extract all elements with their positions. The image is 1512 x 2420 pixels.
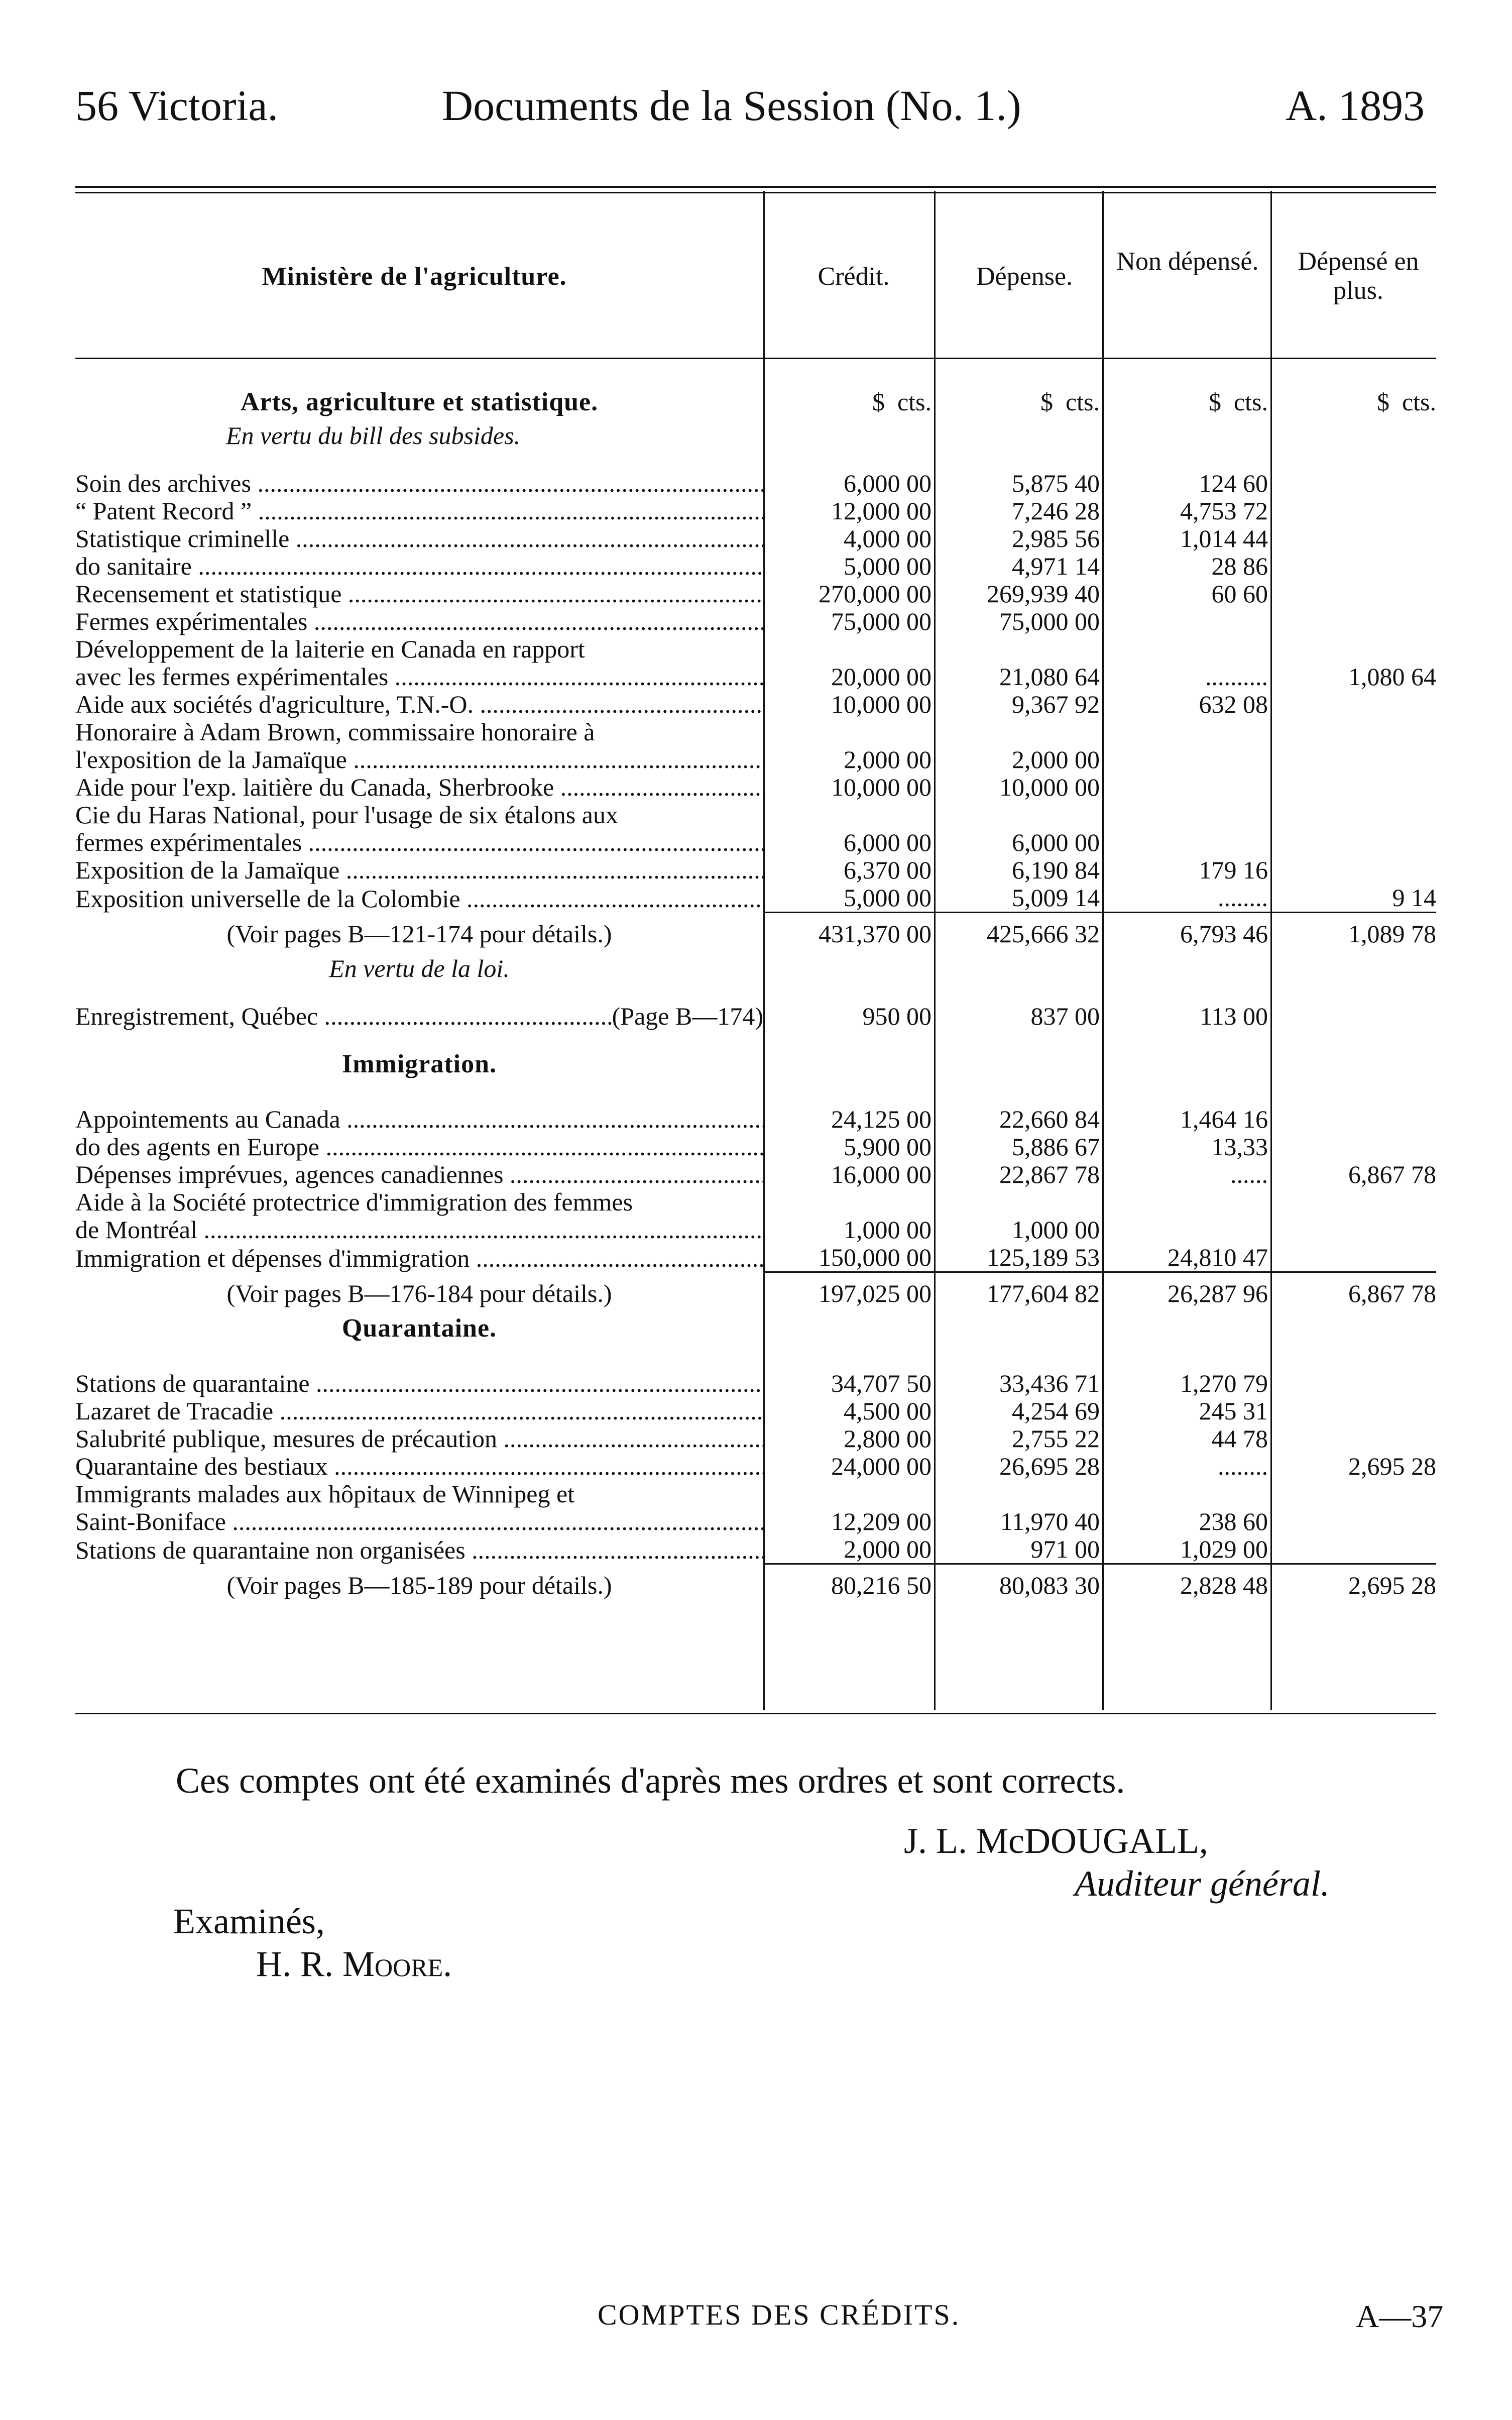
depense-cell: 4,971 14: [1012, 553, 1100, 580]
depense-cell: 4,254 69: [1012, 1397, 1100, 1425]
subheading: En vertu de la loi.: [329, 955, 510, 982]
credit-cell: 2,000 00: [844, 746, 932, 774]
row-label: Statistique criminelle .....: [75, 525, 763, 553]
total-plus: 2,695 28: [1268, 1564, 1436, 1607]
table-row: [75, 1161, 1436, 1188]
depense-cell: 7,246 28: [1012, 497, 1100, 525]
total-credit: 431,370 00: [763, 913, 932, 955]
non-depense-cell: ......: [1230, 1161, 1268, 1188]
plus-cell: [1268, 1370, 1436, 1397]
depense-cell: 75,000 00: [999, 608, 1100, 635]
depense-cell: 971 00: [1030, 1535, 1100, 1563]
credit-cell: 5,900 00: [844, 1133, 932, 1161]
row-label: [75, 1003, 763, 1030]
table-row: [75, 1133, 1436, 1161]
table-row-continued: [75, 1480, 1436, 1508]
credit-cell: 950 00: [862, 1003, 932, 1030]
row-label: Fermes expérimentales .....: [75, 608, 763, 635]
row-label: Immigration et dépenses d'immigration .....: [75, 1244, 763, 1272]
non-depense-cell: [1100, 774, 1268, 801]
units-cell: [1100, 382, 1268, 422]
row-label: Quarantaine des bestiaux .....: [75, 1453, 763, 1480]
total-row: [75, 913, 1436, 955]
cents-label: cts.: [897, 387, 932, 416]
row-label: Exposition de la Jamaïque .....: [75, 856, 763, 884]
total-label: (Voir pages B—185-189 pour détails.): [226, 1571, 612, 1599]
row-label: l'exposition de la Jamaïque .....: [75, 746, 763, 774]
total-depense: 177,604 82: [932, 1272, 1100, 1315]
table-row: [75, 1216, 1436, 1244]
non-depense-cell: 44 78: [1211, 1425, 1268, 1453]
row-label: Stations de quarantaine .....: [75, 1370, 763, 1397]
total-row: [75, 1564, 1436, 1607]
top-rule: [75, 186, 1436, 188]
credit-cell: 6,000 00: [844, 829, 932, 856]
row-label-line1: Développement de la laiterie en Canada en rapport: [75, 635, 585, 663]
row-label: Aide aux sociétés d'agriculture, T.N.-O. .....: [75, 691, 763, 718]
non-depense-cell: 1,270 79: [1180, 1370, 1268, 1397]
table-row: [75, 1003, 1436, 1030]
row-label: do sanitaire .....: [75, 553, 763, 580]
plus-cell: [1268, 1003, 1436, 1030]
table-row: [75, 608, 1436, 635]
plus-cell: [1268, 829, 1436, 856]
non-depense-cell: [1100, 829, 1268, 856]
credit-cell: 16,000 00: [831, 1161, 932, 1188]
non-depense-cell: 13,33: [1211, 1133, 1268, 1161]
row-label-line1: Honoraire à Adam Brown, commissaire honoraire à: [75, 718, 595, 746]
depense-cell: 5,886 67: [1012, 1133, 1100, 1161]
credit-cell: 6,370 00: [844, 856, 932, 884]
credit-cell: 24,000 00: [831, 1453, 932, 1480]
plus-cell: [1268, 497, 1436, 525]
table-row: [75, 829, 1436, 856]
row-label: fermes expérimentales .....: [75, 829, 763, 856]
auditor-title: Auditeur général.: [1075, 1863, 1330, 1904]
credit-cell: 20,000 00: [831, 663, 932, 691]
depense-cell: 2,000 00: [1012, 746, 1100, 774]
non-depense-cell: 245 31: [1199, 1397, 1268, 1425]
table-row-continued: [75, 801, 1436, 829]
credit-cell: 2,000 00: [844, 1535, 932, 1563]
depense-cell: 9,367 92: [1012, 691, 1100, 718]
subheading: En vertu du bill des subsides.: [226, 422, 521, 450]
table-row: [75, 1397, 1436, 1425]
total-credit: 197,025 00: [763, 1272, 932, 1315]
credit-cell: 5,000 00: [844, 884, 932, 912]
examiner-name: H. R. Moore.: [256, 1944, 452, 1984]
plus-cell: [1268, 1133, 1436, 1161]
plus-cell: [1268, 1106, 1436, 1133]
depense-cell: 11,970 40: [1000, 1508, 1100, 1535]
total-non-depense: 6,793 46: [1100, 913, 1268, 955]
total-row: [75, 1272, 1436, 1315]
cents-label: cts.: [1402, 387, 1436, 416]
table-row: [75, 1244, 1436, 1272]
plus-cell: [1268, 525, 1436, 553]
plus-cell: 9 14: [1392, 884, 1436, 912]
plus-cell: [1268, 1397, 1436, 1425]
depense-cell: 2,755 22: [1012, 1425, 1100, 1453]
table-row: [75, 1535, 1436, 1564]
depense-cell: 10,000 00: [999, 774, 1100, 801]
row-label: do des agents en Europe .....: [75, 1133, 763, 1161]
depense-cell: 5,009 14: [1012, 884, 1100, 912]
credit-cell: 5,000 00: [844, 553, 932, 580]
table-row: [75, 580, 1436, 608]
column-credit: Crédit.: [818, 262, 890, 291]
depense-cell: 2,985 56: [1012, 525, 1100, 553]
non-depense-cell: ..........: [1205, 663, 1268, 691]
depense-cell: 21,080 64: [999, 663, 1100, 691]
total-credit: 80,216 50: [763, 1564, 932, 1607]
plus-cell: [1268, 1216, 1436, 1244]
header-year: 56 Victoria.: [75, 81, 279, 130]
section-header-row: [75, 1050, 1436, 1078]
plus-cell: [1268, 1244, 1436, 1272]
certification-statement: Ces comptes ont été examinés d'après mes ordres et sont corrects.: [176, 1761, 1125, 1801]
non-depense-cell: 113 00: [1200, 1003, 1268, 1030]
table-row: [75, 470, 1436, 497]
auditor-name: J. L. McDOUGALL,: [904, 1821, 1208, 1861]
depense-cell: 6,190 84: [1012, 856, 1100, 884]
section-title: Arts, agriculture et statistique.: [240, 387, 599, 416]
credit-cell: 150,000 00: [819, 1244, 932, 1271]
row-label-line1: Aide à la Société protectrice d'immigration des femmes: [75, 1188, 633, 1216]
row-label: Appointements au Canada .....: [75, 1106, 763, 1133]
section-header-row: [75, 1314, 1436, 1342]
credit-cell: 4,000 00: [844, 525, 932, 553]
dollar-sign: $: [1208, 387, 1221, 416]
row-label: Soin des archives .....: [75, 470, 763, 497]
row-label: avec les fermes expérimentales .....: [75, 663, 763, 691]
row-label: de Montréal .....: [75, 1216, 763, 1244]
section-header-row: [75, 382, 1436, 422]
units-cell: [932, 382, 1100, 422]
plus-cell: [1268, 856, 1436, 884]
table-bottom-rule: [75, 1713, 1436, 1714]
depense-cell: 22,867 78: [999, 1161, 1100, 1188]
examined-label: Examinés,: [173, 1901, 325, 1941]
plus-cell: 1,080 64: [1348, 663, 1436, 691]
row-page-ref: (Page B—174): [612, 1003, 763, 1030]
credit-cell: 4,500 00: [844, 1397, 932, 1425]
plus-cell: [1268, 580, 1436, 608]
row-label: Salubrité publique, mesures de précaution .....: [75, 1425, 763, 1453]
credit-cell: 270,000 00: [819, 580, 932, 608]
non-depense-cell: [1100, 746, 1268, 774]
depense-cell: 33,436 71: [999, 1370, 1100, 1397]
credit-cell: 6,000 00: [844, 470, 932, 497]
total-label: (Voir pages B—176-184 pour détails.): [226, 1279, 612, 1307]
credit-cell: 34,707 50: [831, 1370, 932, 1397]
total-plus: 6,867 78: [1268, 1272, 1436, 1315]
units-cell: [763, 382, 932, 422]
table-row: [75, 856, 1436, 884]
plus-cell: [1268, 691, 1436, 718]
depense-cell: 6,000 00: [1012, 829, 1100, 856]
row-label-line1: Cie du Haras National, pour l'usage de six étalons aux: [75, 801, 618, 829]
credit-cell: 1,000 00: [844, 1216, 932, 1244]
non-depense-cell: 1,029 00: [1180, 1535, 1268, 1563]
non-depense-cell: 28 86: [1211, 553, 1268, 580]
cents-label: cts.: [1065, 387, 1100, 416]
row-label: Stations de quarantaine non organisées .....: [75, 1535, 763, 1564]
non-depense-cell: 238 60: [1199, 1508, 1268, 1535]
column-non-depense: Non dépensé.: [1116, 247, 1259, 276]
row-label-line1: Immigrants malades aux hôpitaux de Winnipeg et: [75, 1480, 575, 1508]
non-depense-cell: 1,014 44: [1180, 525, 1268, 553]
plus-cell: [1268, 470, 1436, 497]
depense-cell: 5,875 40: [1012, 470, 1100, 497]
table-row: [75, 1508, 1436, 1535]
non-depense-cell: 1,464 16: [1180, 1106, 1268, 1133]
non-depense-cell: 124 60: [1199, 470, 1268, 497]
cents-label: cts.: [1233, 387, 1268, 416]
dollar-sign: $: [1040, 387, 1053, 416]
subheading-row: [75, 955, 1436, 982]
table-row-continued: [75, 1188, 1436, 1216]
plus-cell: 6,867 78: [1348, 1161, 1436, 1188]
depense-cell: 837 00: [1030, 1003, 1100, 1030]
top-rule-2: [75, 192, 1436, 193]
total-plus: 1,089 78: [1268, 913, 1436, 955]
header-bottom-rule: [75, 358, 1436, 359]
non-depense-cell: ........: [1218, 1453, 1268, 1480]
footer-title: COMPTES DES CRÉDITS.: [598, 2298, 961, 2331]
table-row-continued: [75, 718, 1436, 746]
table-row: [75, 525, 1436, 553]
plus-cell: 2,695 28: [1348, 1453, 1436, 1480]
table-row: [75, 1453, 1436, 1480]
non-depense-cell: 4,753 72: [1180, 497, 1268, 525]
column-ministry: Ministère de l'agriculture.: [262, 262, 567, 291]
non-depense-cell: 60 60: [1211, 580, 1268, 608]
total-non-depense: 26,287 96: [1100, 1272, 1268, 1315]
non-depense-cell: 179 16: [1199, 856, 1268, 884]
plus-cell: [1268, 746, 1436, 774]
table-row-continued: [75, 635, 1436, 663]
page-number: A—37: [1356, 2298, 1444, 2334]
total-non-depense: 2,828 48: [1100, 1564, 1268, 1607]
row-label: Aide pour l'exp. laitière du Canada, Sherbrooke .....: [75, 774, 763, 801]
subheading-row: [75, 422, 1436, 450]
credit-cell: 24,125 00: [831, 1106, 932, 1133]
appropriation-table: [75, 382, 1436, 1606]
plus-cell: [1268, 1425, 1436, 1453]
non-depense-cell: [1100, 608, 1268, 635]
non-depense-cell: [1100, 1216, 1268, 1244]
credit-cell: 2,800 00: [844, 1425, 932, 1453]
credit-cell: 12,209 00: [831, 1508, 932, 1535]
total-depense: 425,666 32: [932, 913, 1100, 955]
credit-cell: 10,000 00: [831, 691, 932, 718]
depense-cell: 26,695 28: [999, 1453, 1100, 1480]
non-depense-cell: ........: [1218, 884, 1268, 912]
row-label: Saint-Boniface .....: [75, 1508, 763, 1535]
section-title: Immigration.: [341, 1050, 497, 1078]
dollar-sign: $: [1376, 387, 1389, 416]
plus-cell: [1268, 1535, 1436, 1564]
table-row: [75, 1106, 1436, 1133]
depense-cell: 125,189 53: [987, 1244, 1100, 1271]
total-label: (Voir pages B—121-174 pour détails.): [226, 920, 612, 948]
header-series: A. 1893: [1286, 81, 1425, 130]
plus-cell: [1268, 774, 1436, 801]
row-label: Lazaret de Tracadie .....: [75, 1397, 763, 1425]
table-row: [75, 774, 1436, 801]
plus-cell: [1268, 553, 1436, 580]
section-title: Quarantaine.: [341, 1314, 497, 1342]
total-depense: 80,083 30: [932, 1564, 1100, 1607]
depense-cell: 1,000 00: [1012, 1216, 1100, 1244]
row-label: Dépenses imprévues, agences canadiennes .....: [75, 1161, 763, 1188]
table-row: [75, 691, 1436, 718]
table-row: [75, 1370, 1436, 1397]
plus-cell: [1268, 1508, 1436, 1535]
column-depense-en-plus: Dépensé en plus.: [1298, 247, 1419, 305]
header-title: Documents de la Session (No. 1.): [442, 81, 1021, 130]
table-row: [75, 746, 1436, 774]
table-row: [75, 884, 1436, 913]
row-label-text: Enregistrement, Québec .....: [75, 1003, 612, 1030]
credit-cell: 10,000 00: [831, 774, 932, 801]
units-cell: [1268, 382, 1436, 422]
table-row: [75, 497, 1436, 525]
table-row: [75, 1425, 1436, 1453]
non-depense-cell: 24,810 47: [1168, 1244, 1268, 1271]
credit-cell: 75,000 00: [831, 608, 932, 635]
row-label: “ Patent Record ” .....: [75, 497, 763, 525]
non-depense-cell: 632 08: [1199, 691, 1268, 718]
table-row: [75, 663, 1436, 691]
table-row: [75, 553, 1436, 580]
plus-cell: [1268, 608, 1436, 635]
dollar-sign: $: [872, 387, 885, 416]
depense-cell: 269,939 40: [987, 580, 1100, 608]
depense-cell: 22,660 84: [999, 1106, 1100, 1133]
row-label: Recensement et statistique .....: [75, 580, 763, 608]
column-depense: Dépense.: [976, 262, 1073, 291]
row-label: Exposition universelle de la Colombie .....: [75, 884, 763, 913]
credit-cell: 12,000 00: [831, 497, 932, 525]
